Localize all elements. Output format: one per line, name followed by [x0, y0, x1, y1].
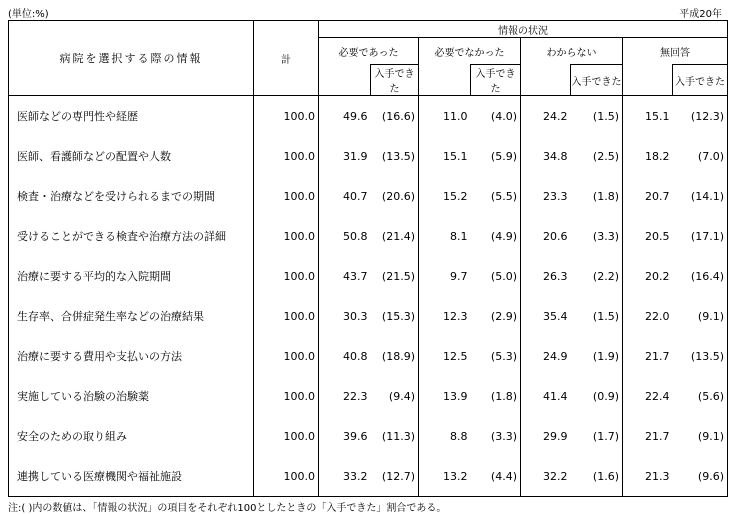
unit-label: (単位:%): [8, 9, 49, 20]
total-cell: 100.0: [254, 216, 319, 256]
table-row: [9, 176, 728, 216]
total-cell: 100.0: [254, 136, 319, 176]
row-label: 治療に要する費用や支払いの方法: [9, 336, 254, 376]
data-table: [8, 20, 728, 497]
no-answer-cell: 22.4: [645, 389, 670, 403]
table-row: [9, 296, 728, 336]
header-row-1: [9, 21, 728, 38]
spacer-cell: [419, 65, 471, 96]
no-answer-cell: 20.7: [645, 189, 670, 203]
no-answer-cell: 20.2: [645, 269, 670, 283]
spacer-cell: [319, 65, 371, 96]
not-needed-obtained-cell: (5.5): [471, 176, 521, 216]
no-answer-obtained-cell: (17.1): [673, 216, 728, 256]
needed-obtained-cell: (15.3): [371, 296, 419, 336]
spacer-cell: [521, 65, 571, 96]
row-label: 医師などの専門性や経歴: [9, 96, 254, 137]
unknown-cell: 41.4: [543, 389, 568, 403]
no-answer-obtained-cell: (14.1): [673, 176, 728, 216]
no-answer-obtained-cell: (13.5): [673, 336, 728, 376]
row-label: 医師、看護師などの配置や人数: [9, 136, 254, 176]
obtained-header: 入手できた: [673, 65, 728, 96]
needed-obtained-cell: (12.7): [371, 456, 419, 497]
needed-obtained-cell: (13.5): [371, 136, 419, 176]
unknown-obtained-cell: (2.2): [571, 256, 623, 296]
needed-obtained-cell: (21.4): [371, 216, 419, 256]
unknown-cell: 32.2: [521, 456, 571, 497]
needed-cell: 40.8: [343, 349, 368, 363]
unknown-obtained-cell: (0.9): [571, 376, 623, 416]
not-needed-cell: 12.5: [443, 349, 468, 363]
needed-obtained-cell: (21.5): [371, 256, 419, 296]
unknown-cell: 29.9: [543, 429, 568, 443]
not-needed-obtained-cell: (5.9): [471, 136, 521, 176]
row-label: 検査・治療などを受けられるまでの期間: [9, 176, 254, 216]
group-header-unknown: わからない: [521, 38, 623, 65]
row-title-header: [9, 21, 254, 96]
unknown-obtained-cell: (3.3): [571, 216, 623, 256]
needed-obtained-cell: (16.6): [371, 96, 419, 137]
no-answer-obtained-cell: (16.4): [673, 256, 728, 296]
unknown-obtained-cell: (1.5): [571, 96, 623, 137]
no-answer-obtained-cell: (12.3): [673, 96, 728, 137]
needed-cell: 43.7: [343, 269, 368, 283]
not-needed-cell: 12.3: [443, 309, 468, 323]
table-row: [9, 376, 728, 416]
not-needed-obtained-cell: (2.9): [471, 296, 521, 336]
total-cell: 100.0: [254, 296, 319, 336]
no-answer-cell: 15.1: [645, 109, 670, 123]
needed-cell: 22.3: [343, 389, 368, 403]
needed-cell: 49.6: [343, 109, 368, 123]
not-needed-cell: 15.1: [443, 149, 468, 163]
no-answer-cell: 21.7: [645, 349, 670, 363]
total-cell: 100.0: [254, 456, 319, 497]
year-label: 平成20年: [679, 9, 722, 20]
no-answer-cell: 22.0: [645, 309, 670, 323]
total-cell: 100.0: [254, 256, 319, 296]
total-cell: 100.0: [254, 96, 319, 137]
not-needed-cell: 8.8: [450, 429, 468, 443]
table-row: [9, 96, 728, 137]
unknown-cell: 23.3: [543, 189, 568, 203]
obtained-header: 入手できた: [471, 65, 521, 96]
table-row: [9, 336, 728, 376]
row-label: 実施している治験の治験薬: [9, 376, 254, 416]
total-header: 計: [254, 21, 319, 96]
total-cell: 100.0: [254, 376, 319, 416]
group-header-not-needed: 必要でなかった: [419, 38, 521, 65]
needed-obtained-cell: (18.9): [371, 336, 419, 376]
not-needed-cell: 8.1: [450, 229, 468, 243]
table-row: [9, 456, 728, 497]
not-needed-cell: 11.0: [443, 109, 468, 123]
needed-cell: 31.9: [343, 149, 368, 163]
table-row: [9, 136, 728, 176]
row-title-text: 病院を選択する際の情報: [59, 52, 203, 65]
status-header: 情報の状況: [319, 21, 728, 38]
not-needed-cell: 9.7: [450, 269, 468, 283]
row-label: 治療に要する平均的な入院期間: [9, 256, 254, 296]
footnote: 注:( )内の数値は、「情報の状況」の項目をそれぞれ100としたときの「入手できた」割合である。: [8, 503, 447, 514]
total-cell: 100.0: [254, 336, 319, 376]
needed-cell: 39.6: [343, 429, 368, 443]
no-answer-obtained-cell: (5.6): [673, 376, 728, 416]
unknown-cell: 26.3: [543, 269, 568, 283]
no-answer-obtained-cell: (7.0): [673, 136, 728, 176]
group-header-no-answer: 無回答: [623, 38, 728, 65]
row-label: 連携している医療機関や福祉施設: [9, 456, 254, 497]
unknown-obtained-cell: (1.7): [571, 416, 623, 456]
unknown-obtained-cell: (2.5): [571, 136, 623, 176]
no-answer-obtained-cell: (9.6): [673, 456, 728, 497]
spacer-cell: [623, 65, 673, 96]
row-label: 安全のための取り組み: [9, 416, 254, 456]
obtained-header: 入手できた: [371, 65, 419, 96]
not-needed-obtained-cell: (4.0): [471, 96, 521, 137]
needed-obtained-cell: (9.4): [371, 376, 419, 416]
unknown-obtained-cell: (1.9): [571, 336, 623, 376]
no-answer-cell: 21.7: [645, 429, 670, 443]
not-needed-obtained-cell: (3.3): [471, 416, 521, 456]
unknown-cell: 24.2: [543, 109, 568, 123]
not-needed-obtained-cell: (5.3): [471, 336, 521, 376]
no-answer-cell: 20.5: [645, 229, 670, 243]
needed-cell: 33.2: [319, 456, 371, 497]
unknown-cell: 34.8: [543, 149, 568, 163]
not-needed-cell: 15.2: [443, 189, 468, 203]
row-label: 生存率、合併症発生率などの治療結果: [9, 296, 254, 336]
not-needed-obtained-cell: (1.8): [471, 376, 521, 416]
unknown-cell: 20.6: [543, 229, 568, 243]
needed-obtained-cell: (11.3): [371, 416, 419, 456]
unknown-cell: 24.9: [543, 349, 568, 363]
needed-cell: 30.3: [343, 309, 368, 323]
no-answer-cell: 21.3: [623, 456, 673, 497]
row-label: 受けることができる検査や治療方法の詳細: [9, 216, 254, 256]
obtained-header: 入手できた: [571, 65, 623, 96]
table-row: [9, 416, 728, 456]
total-cell: 100.0: [254, 176, 319, 216]
not-needed-cell: 13.9: [443, 389, 468, 403]
needed-obtained-cell: (20.6): [371, 176, 419, 216]
no-answer-obtained-cell: (9.1): [673, 416, 728, 456]
table-row: [9, 256, 728, 296]
not-needed-obtained-cell: (4.9): [471, 216, 521, 256]
unknown-obtained-cell: (1.8): [571, 176, 623, 216]
no-answer-cell: 18.2: [645, 149, 670, 163]
needed-cell: 40.7: [343, 189, 368, 203]
unknown-obtained-cell: (1.6): [571, 456, 623, 497]
total-cell: 100.0: [254, 416, 319, 456]
table-row: [9, 216, 728, 256]
not-needed-cell: 13.2: [419, 456, 471, 497]
needed-cell: 50.8: [343, 229, 368, 243]
not-needed-obtained-cell: (4.4): [471, 456, 521, 497]
unknown-obtained-cell: (1.5): [571, 296, 623, 336]
not-needed-obtained-cell: (5.0): [471, 256, 521, 296]
group-header-needed: 必要であった: [319, 38, 419, 65]
unknown-cell: 35.4: [543, 309, 568, 323]
no-answer-obtained-cell: (9.1): [673, 296, 728, 336]
